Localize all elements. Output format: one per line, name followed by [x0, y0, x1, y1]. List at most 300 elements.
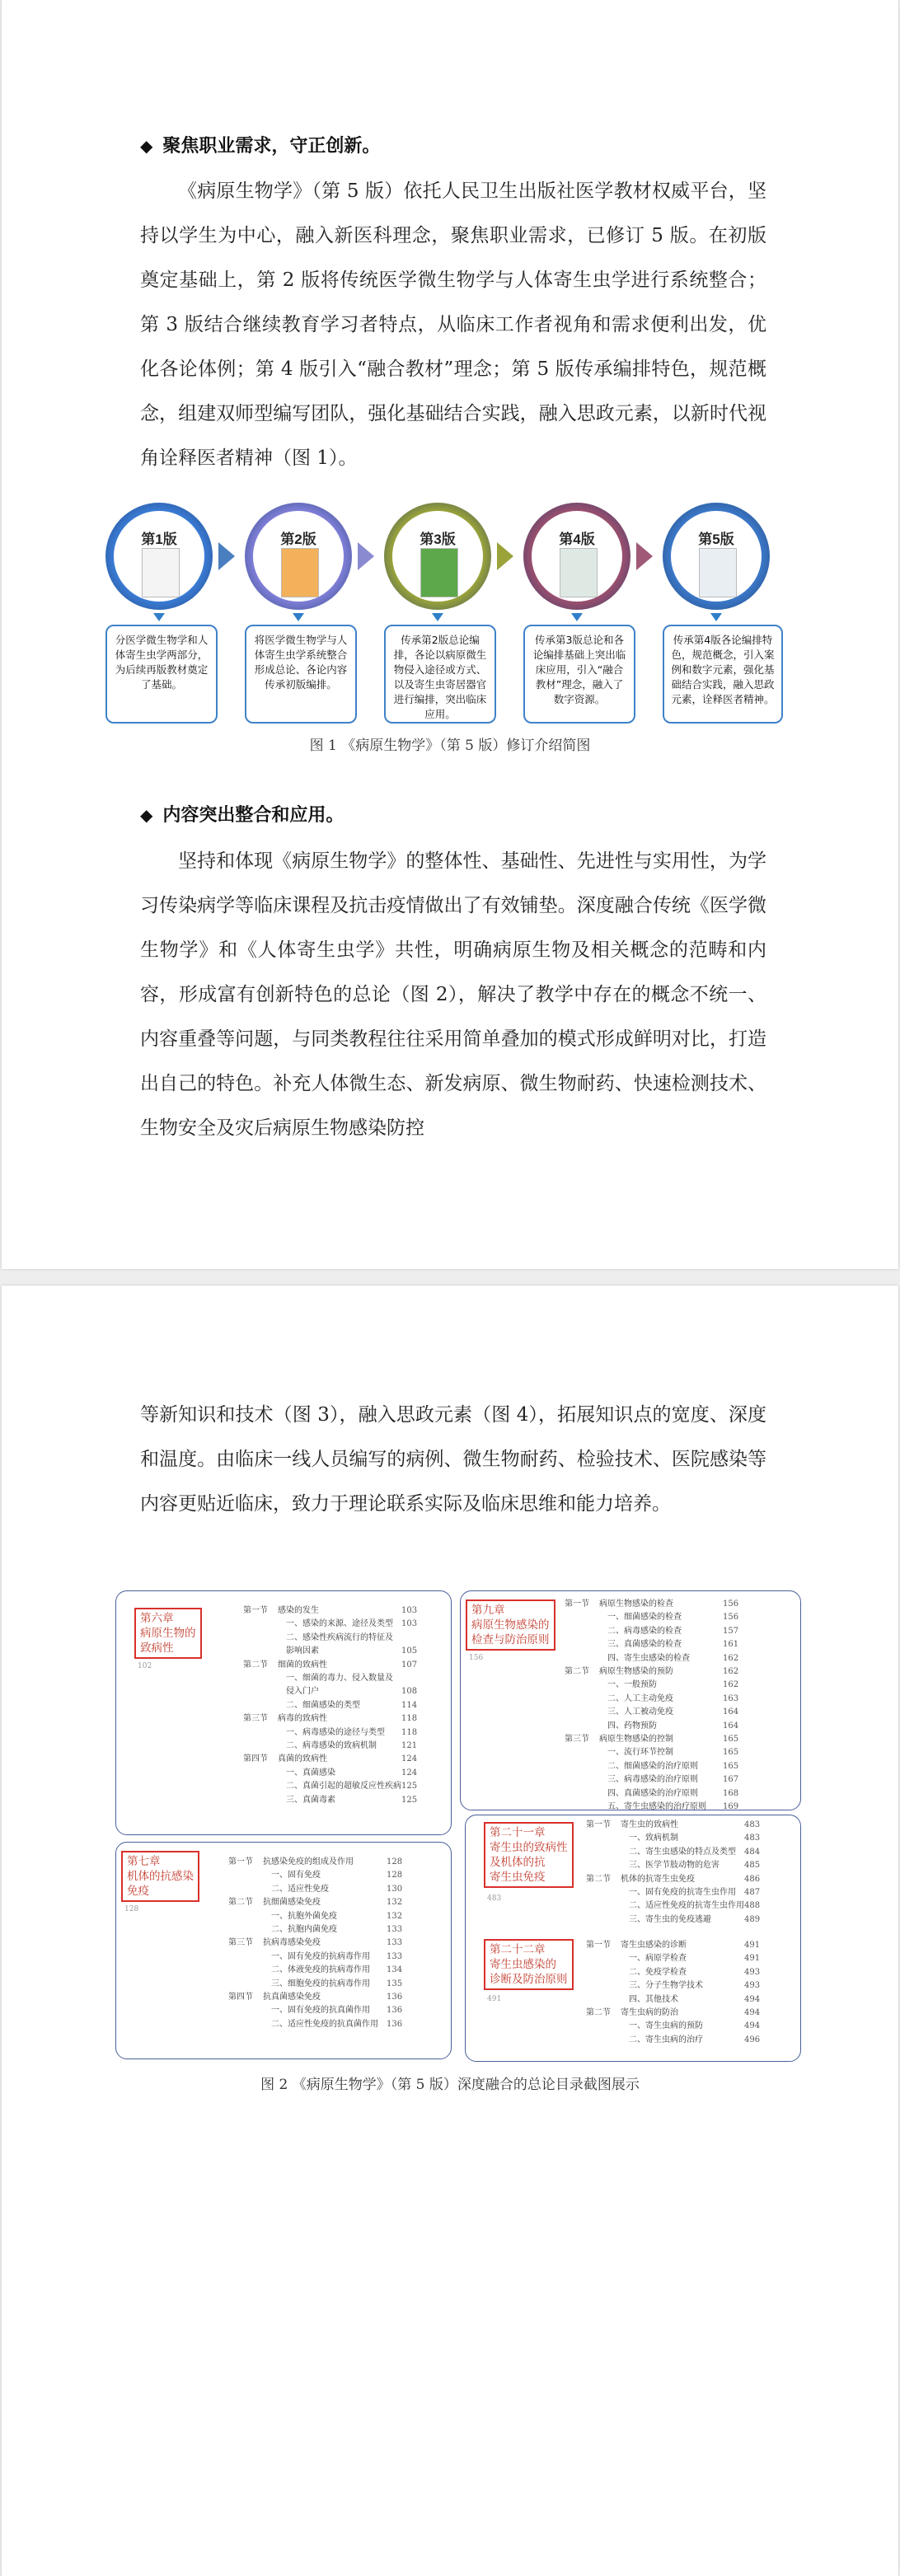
toc-entry-title: 四、药物预防 — [607, 1721, 657, 1731]
toc-section-number — [228, 1910, 263, 1923]
toc-section-number: 第一节 — [228, 1857, 253, 1866]
diamond-bullet-icon: ◆ — [140, 805, 153, 825]
toc-row — [565, 1665, 738, 1679]
chapter-title-box — [484, 1939, 574, 1990]
toc-entry-title: 二、抗胞内菌免疫 — [271, 1925, 337, 1935]
toc-section-number: 第三节 — [243, 1714, 268, 1724]
toc-entry-title: 感染的发生 — [278, 1606, 319, 1615]
toc-row — [243, 1632, 417, 1645]
toc-panel-chapter-6 — [115, 1590, 452, 1835]
toc-section-number: 第四节 — [243, 1754, 268, 1764]
edition-5-description: 传承第4版各论编排特色，规范概念，引入案例和数字元素，强化基础结合实践，融入思政元素，诠释医者精神。 — [663, 625, 783, 724]
toc-page-number: 125 — [401, 1795, 418, 1805]
chapter-title-line: 致病性 — [140, 1642, 174, 1655]
toc-section-number: 第二节 — [586, 1874, 611, 1884]
toc-entry-title: 机体的抗寄生虫免疫 — [621, 1874, 695, 1884]
toc-entry-title: 二、真菌引起的超敏反应性疾病 — [286, 1782, 401, 1791]
chapter-number: 第六章 — [140, 1612, 174, 1625]
toc-row — [228, 1964, 402, 1977]
chapter-title-line: 免疫 — [127, 1885, 149, 1898]
toc-page-number: 107 — [401, 1660, 418, 1670]
toc-page-number: 124 — [401, 1768, 418, 1777]
toc-section-number — [228, 1978, 263, 1991]
toc-section-number — [586, 1979, 621, 1993]
toc-section-number — [586, 1899, 621, 1913]
toc-section-number: 第二节 — [565, 1667, 589, 1677]
toc-entry-title: 抗感染免疫的组成及作用 — [263, 1857, 354, 1866]
toc-section-number — [228, 1869, 263, 1882]
toc-row — [565, 1625, 738, 1638]
chapter-number: 第二十二章 — [490, 1943, 546, 1956]
toc-page-number: 103 — [401, 1606, 418, 1615]
toc-section-number — [243, 1618, 278, 1631]
toc-page-number: 165 — [723, 1761, 739, 1771]
toc-entry-title: 二、适应性免疫的抗真菌作用 — [271, 2019, 378, 2029]
edition-5-circle — [663, 503, 770, 610]
toc-list — [228, 1856, 402, 2031]
toc-page-number: 484 — [744, 1847, 761, 1857]
page-number: 102 — [138, 1662, 152, 1670]
toc-section-number — [586, 2034, 621, 2047]
toc-entry-title: 二、细菌感染的类型 — [286, 1700, 360, 1710]
toc-entry-title: 三、细胞免疫的抗病毒作用 — [271, 1979, 370, 1988]
toc-row — [586, 1966, 760, 1979]
toc-page-number: 121 — [401, 1741, 418, 1751]
toc-entry-title: 抗病毒感染免疫 — [263, 1938, 321, 1948]
chapter-title-line: 寄生虫的致病性 — [490, 1841, 568, 1854]
toc-page-number: 130 — [387, 1884, 403, 1894]
toc-row — [228, 1910, 402, 1923]
toc-page-number: 162 — [723, 1680, 739, 1690]
toc-entry-title: 一、寄生虫病的预防 — [629, 2021, 703, 2031]
toc-page-number: 496 — [744, 2035, 761, 2044]
toc-page-number: 118 — [401, 1727, 418, 1737]
toc-list — [243, 1604, 417, 1807]
toc-section-number: 第一节 — [243, 1606, 268, 1615]
toc-row — [243, 1659, 417, 1672]
toc-section-number — [586, 1966, 621, 1979]
paragraph-1: 《病原生物学》（第 5 版）依托人民卫生出版社医学教材权威平台，坚持以学生为中心，融入新医科理念，聚焦职业需求，已修订 5 版。在初版奠定基础上，第 2 版将传统医学微生物学与人体寄生虫学进行系统整合；第 3 版结合继续教育学习者特点，从临床工作者视角和需求便利出发，优化各论体例；第 4 版引入“融合教材”理念；第 5 版传承编排特色，规范概念，组建双师型编写团队，强化基础结合实践，融入思政元素，以新时代视角诠释医者精神（图 1）。 — [140, 180, 766, 469]
toc-section-number — [565, 1679, 599, 1692]
toc-page-number: 161 — [723, 1640, 739, 1650]
toc-section-number — [243, 1726, 278, 1740]
toc-page-number: 132 — [387, 1911, 403, 1921]
toc-section-number — [586, 1993, 621, 2007]
toc-section-number — [565, 1720, 599, 1733]
toc-row — [228, 1856, 402, 1869]
toc-row — [586, 2007, 760, 2020]
toc-entry-title: 一、真菌感染 — [286, 1768, 335, 1777]
toc-page-number: 128 — [387, 1857, 403, 1866]
toc-page-number: 165 — [723, 1735, 739, 1745]
toc-section-number: 第三节 — [228, 1938, 253, 1948]
toc-entry-title: 一、一般预防 — [607, 1680, 657, 1690]
toc-row — [565, 1787, 738, 1801]
toc-page-number: 491 — [744, 1941, 761, 1950]
toc-page-number: 157 — [723, 1626, 739, 1636]
toc-row — [586, 1819, 760, 1832]
toc-entry-title: 二、免疫学检查 — [629, 1967, 687, 1977]
toc-list — [586, 1819, 760, 1927]
toc-page-number: 167 — [723, 1775, 739, 1785]
toc-entry-title: 三、医学节肢动物的危害 — [629, 1861, 720, 1871]
toc-page-number: 487 — [744, 1888, 761, 1898]
paragraph-2: 坚持和体现《病原生物学》的整体性、基础性、先进性与实用性，为学习传染病学等临床课程及抗击疫情做出了有效铺垫。深度融合传统《医学微生物学》和《人体寄生虫学》共性，明确病原生物及相关概念的范畴和内容，形成富有创新特色的总论（图 2），解决了教学中存在的概念不统一、内容重叠等问题，与同类教程往往采用简单叠加的模式形成鲜明对比，打造出自己的特色。补充人体微生态、新发病原、微生物耐药、快速检测技术、生物安全及灾后病原生物感染防控 — [140, 850, 766, 1139]
toc-page-number: 103 — [401, 1619, 418, 1629]
toc-row — [228, 1923, 402, 1937]
chapter-number: 第二十一章 — [490, 1826, 546, 1839]
toc-panel-chapters-21-22 — [465, 1815, 801, 2062]
toc-section-number — [243, 1699, 278, 1712]
toc-row — [565, 1679, 738, 1692]
chapter-title-line: 病原生物感染的 — [471, 1618, 550, 1632]
section-heading-1 — [140, 132, 380, 157]
toc-page-number: 156 — [723, 1599, 739, 1609]
diamond-bullet-icon: ◆ — [140, 136, 153, 156]
toc-entry-title: 三、分子生物学技术 — [629, 1981, 703, 1991]
edition-4-description: 传承第3版总论和各论编排基础上突出临床应用，引入“融合教材”理念，融入了数字资源。 — [523, 625, 635, 724]
toc-section-number — [228, 2018, 263, 2031]
toc-row — [243, 1753, 417, 1766]
edition-1-circle — [105, 503, 213, 610]
arrow-down-icon — [571, 613, 583, 621]
paragraph-3: 等新知识和技术（图 3），融入思政元素（图 4），拓展知识点的宽度、深度和温度。由临床一线人员编写的病例、微生物耐药、检验技术、医院感染等内容更贴近临床，致力于理论联系实际及临床思维和能力培养。 — [140, 1404, 766, 1515]
toc-row — [565, 1652, 738, 1665]
toc-entry-title: 侵入门户 — [286, 1687, 319, 1697]
toc-page-number: 493 — [744, 1967, 761, 1977]
chevron-right-icon — [358, 542, 374, 570]
toc-row — [586, 1939, 760, 1952]
toc-row — [586, 1873, 760, 1886]
toc-entry-title: 寄生虫感染的诊断 — [621, 1941, 687, 1950]
edition-3-description: 传承第2版总论编排，各论以病原微生物侵入途径或方式、以及寄生虫寄居器官进行编排，突出临床应用。 — [384, 625, 496, 724]
toc-section-number — [565, 1611, 599, 1624]
heading-text: 内容突出整合和应用。 — [162, 805, 345, 826]
toc-row — [228, 1978, 402, 1991]
edition-label: 第5版 — [698, 532, 734, 547]
chapter-title-line: 检查与防治原则 — [471, 1633, 550, 1646]
figure-2-caption: 图 2 《病原生物学》（第 5 版）深度融合的总论目录截图展示 — [260, 2077, 640, 2093]
chevron-right-icon — [218, 542, 235, 570]
edition-3-circle — [384, 503, 491, 610]
page-number: 128 — [124, 1905, 139, 1913]
toc-row — [586, 1859, 760, 1872]
toc-row — [565, 1706, 738, 1719]
toc-section-number — [565, 1706, 599, 1719]
book-cover-icon — [420, 548, 458, 597]
toc-section-number — [228, 1964, 263, 1977]
toc-row — [565, 1638, 738, 1651]
toc-section-number — [586, 1832, 621, 1845]
toc-page-number: 488 — [744, 1901, 761, 1911]
toc-page-number: 163 — [723, 1693, 739, 1703]
toc-entry-title: 一、固有免疫的抗寄生虫作用 — [629, 1888, 736, 1898]
edition-1-description: 分医学微生物学和人体寄生虫学两部分，为后续再版教材奠定了基础。 — [105, 625, 218, 724]
toc-page-number: 485 — [744, 1861, 761, 1871]
toc-section-number: 第四节 — [228, 1993, 253, 2002]
toc-row — [565, 1598, 738, 1611]
toc-entry-title: 寄生虫病的防治 — [621, 2008, 678, 2018]
chapter-number: 第七章 — [127, 1855, 161, 1868]
toc-row — [565, 1773, 738, 1787]
toc-page-number: 164 — [723, 1707, 739, 1717]
toc-entry-title: 一、细菌的毒力、侵入数量及 — [286, 1674, 393, 1684]
toc-section-number: 第二节 — [243, 1660, 268, 1670]
toc-section-number — [243, 1740, 278, 1753]
toc-list — [586, 1939, 760, 2047]
toc-entry-title: 二、人工主动免疫 — [607, 1693, 673, 1703]
toc-page-number: 114 — [401, 1700, 418, 1710]
toc-page-number: 134 — [387, 1965, 403, 1975]
toc-section-number: 第一节 — [586, 1820, 611, 1829]
toc-panel-chapter-7 — [115, 1842, 452, 2059]
toc-row — [586, 1993, 760, 2007]
document-page-2 — [2, 1286, 898, 2576]
page-number: 491 — [487, 1995, 502, 2003]
chapter-title-line: 机体的抗感染 — [127, 1870, 194, 1883]
toc-section-number — [586, 1913, 621, 1927]
toc-page-number: 162 — [723, 1667, 739, 1677]
toc-entry-title: 真菌的致病性 — [278, 1754, 327, 1764]
toc-row — [243, 1699, 417, 1712]
toc-entry-title: 寄生虫的致病性 — [621, 1820, 678, 1829]
toc-row — [228, 2004, 402, 2017]
chapter-title-box — [121, 1851, 199, 1902]
book-cover-icon — [281, 548, 319, 597]
edition-2-description: 将医学微生物学与人体寄生虫学系统整合形成总论、各论内容传承初版编排。 — [245, 625, 357, 724]
chapter-title-line: 寄生虫免疫 — [490, 1871, 546, 1884]
toc-page-number: 135 — [387, 1979, 403, 1988]
toc-row — [228, 1869, 402, 1882]
toc-section-number — [586, 1952, 621, 1965]
toc-entry-title: 四、其他技术 — [629, 1994, 678, 2004]
toc-entry-title: 三、真菌感染的检查 — [607, 1640, 682, 1650]
book-cover-icon — [699, 548, 737, 597]
toc-page-number: 162 — [723, 1653, 739, 1663]
toc-row — [243, 1618, 417, 1631]
toc-row — [243, 1794, 417, 1807]
chapter-title-line: 诊断及防治原则 — [490, 1973, 568, 1986]
toc-section-number: 第二节 — [228, 1898, 253, 1908]
toc-panel-chapter-9 — [460, 1590, 801, 1810]
toc-section-number — [228, 1883, 263, 1896]
page-number: 156 — [469, 1654, 484, 1662]
toc-page-number: 136 — [387, 2006, 403, 2016]
toc-entry-title: 细菌的致病性 — [278, 1660, 327, 1670]
toc-entry-title: 二、感染性疾病流行的特征及 — [286, 1632, 393, 1642]
toc-page-number: 133 — [387, 1951, 403, 1961]
toc-row — [565, 1733, 738, 1746]
toc-row — [586, 1913, 760, 1927]
toc-entry-title: 抗真菌感染免疫 — [263, 1993, 321, 2002]
toc-entry-title: 一、细菌感染的检查 — [607, 1613, 682, 1623]
toc-section-number — [243, 1672, 278, 1685]
section-heading-2 — [140, 801, 344, 827]
toc-section-number — [565, 1760, 599, 1773]
toc-row — [243, 1645, 417, 1658]
toc-section-number — [228, 1923, 263, 1937]
toc-entry-title: 一、固有免疫的抗病毒作用 — [271, 1951, 370, 1961]
toc-row — [243, 1604, 417, 1618]
toc-section-number: 第三节 — [565, 1735, 589, 1745]
toc-section-number — [243, 1780, 278, 1793]
toc-row — [565, 1746, 738, 1759]
chapter-number: 第九章 — [471, 1604, 505, 1617]
toc-entry-title: 二、细菌感染的治疗原则 — [607, 1761, 698, 1771]
chapter-title-box — [134, 1608, 202, 1659]
toc-row — [228, 1991, 402, 2004]
toc-page-number: 124 — [401, 1754, 418, 1764]
chevron-right-icon — [497, 542, 513, 570]
toc-row — [586, 2034, 760, 2047]
toc-row — [243, 1740, 417, 1753]
toc-page-number: 168 — [723, 1788, 739, 1798]
toc-section-number — [228, 1951, 263, 1964]
toc-entry-title: 三、寄生虫的免疫逃避 — [629, 1914, 711, 1924]
toc-row — [586, 1952, 760, 1965]
toc-entry-title: 三、真菌毒素 — [286, 1795, 335, 1805]
toc-section-number: 第一节 — [586, 1941, 611, 1950]
toc-entry-title: 二、适应性免疫 — [271, 1884, 329, 1894]
toc-row — [228, 1951, 402, 1964]
toc-entry-title: 一、感染的来源、途径及类型 — [286, 1619, 393, 1629]
toc-row — [243, 1780, 417, 1793]
toc-entry-title: 病毒的致病性 — [278, 1714, 327, 1724]
toc-row — [565, 1611, 738, 1624]
document-page-1 — [2, 0, 898, 1269]
toc-page-number: 486 — [744, 1874, 761, 1884]
toc-entry-title: 一、固有免疫的抗真菌作用 — [271, 2006, 370, 2016]
toc-row — [565, 1720, 738, 1733]
toc-section-number — [565, 1693, 599, 1706]
edition-2-circle — [245, 503, 352, 610]
toc-section-number — [565, 1801, 599, 1814]
page-number: 483 — [487, 1895, 502, 1903]
toc-row — [565, 1693, 738, 1706]
toc-page-number: 169 — [723, 1802, 739, 1812]
toc-section-number — [586, 1886, 621, 1899]
toc-row — [243, 1726, 417, 1740]
toc-entry-title: 二、病毒感染的致病机制 — [286, 1741, 377, 1751]
toc-page-number: 494 — [744, 2008, 761, 2018]
toc-entry-title: 四、寄生虫感染的检查 — [607, 1653, 690, 1663]
toc-row — [228, 1896, 402, 1909]
toc-page-number: 164 — [723, 1721, 739, 1731]
arrow-down-icon — [293, 613, 304, 621]
chapter-title-line: 病原生物的 — [140, 1627, 196, 1640]
toc-row — [586, 2020, 760, 2033]
edition-label: 第1版 — [141, 532, 177, 547]
toc-entry-title: 二、寄生虫感染的特点及类型 — [629, 1847, 736, 1857]
toc-entry-title: 二、体液免疫的抗病毒作用 — [271, 1965, 370, 1975]
toc-entry-title: 四、真菌感染的治疗原则 — [607, 1788, 698, 1798]
figure-1-caption: 图 1 《病原生物学》（第 5 版）修订介绍简图 — [309, 738, 591, 754]
toc-entry-title: 二、病毒感染的检查 — [607, 1626, 682, 1636]
toc-page-number: 491 — [744, 1954, 761, 1964]
toc-entry-title: 五、寄生虫感染的治疗原则 — [607, 1802, 706, 1812]
toc-section-number — [586, 1846, 621, 1859]
toc-entry-title: 影响因素 — [286, 1646, 319, 1656]
toc-page-number: 483 — [744, 1820, 761, 1829]
toc-entry-title: 一、固有免疫 — [271, 1871, 321, 1880]
chevron-right-icon — [636, 542, 653, 570]
toc-section-number: 第一节 — [565, 1599, 589, 1609]
arrow-down-icon — [432, 613, 443, 621]
toc-row — [586, 1846, 760, 1859]
toc-page-number: 105 — [401, 1646, 418, 1656]
toc-row — [243, 1767, 417, 1780]
edition-4-circle — [523, 503, 630, 610]
toc-section-number — [228, 2004, 263, 2017]
toc-row — [565, 1801, 738, 1814]
toc-entry-title: 一、流行环节控制 — [607, 1748, 673, 1758]
chapter-title-box — [466, 1599, 555, 1651]
toc-section-number — [586, 1859, 621, 1872]
toc-entry-title: 一、抗胞外菌免疫 — [271, 1911, 337, 1921]
toc-entry-title: 病原生物感染的检查 — [599, 1599, 673, 1609]
toc-entry-title: 一、病毒感染的途径与类型 — [286, 1727, 385, 1737]
toc-row — [228, 1883, 402, 1896]
toc-page-number: 493 — [744, 1981, 761, 1991]
toc-row — [586, 1832, 760, 1845]
toc-section-number — [565, 1652, 599, 1665]
toc-row — [586, 1979, 760, 1993]
toc-section-number — [586, 2020, 621, 2033]
arrow-down-icon — [153, 613, 165, 621]
toc-row — [586, 1886, 760, 1899]
toc-entry-title: 三、人工被动免疫 — [607, 1707, 673, 1717]
toc-page-number: 136 — [387, 1993, 403, 2002]
toc-section-number — [243, 1767, 278, 1780]
toc-page-number: 133 — [387, 1938, 403, 1948]
toc-row — [228, 2018, 402, 2031]
heading-text: 聚焦职业需求，守正创新。 — [162, 136, 381, 157]
toc-row — [243, 1685, 417, 1698]
toc-page-number: 494 — [744, 1994, 761, 2004]
toc-section-number — [243, 1632, 278, 1645]
toc-section-number — [243, 1645, 278, 1658]
toc-page-number: 125 — [401, 1782, 418, 1791]
toc-page-number: 108 — [401, 1687, 418, 1697]
toc-entry-title: 病原生物感染的预防 — [599, 1667, 673, 1677]
toc-page-number: 165 — [723, 1748, 739, 1758]
toc-entry-title: 病原生物感染的控制 — [599, 1735, 673, 1745]
toc-entry-title: 二、适应性免疫的抗寄生虫作用 — [629, 1901, 744, 1911]
edition-label: 第2版 — [280, 532, 316, 547]
chapter-title-line: 寄生虫感染的 — [490, 1958, 556, 1971]
toc-page-number: 136 — [387, 2019, 403, 2029]
toc-page-number: 132 — [387, 1898, 403, 1908]
toc-page-number: 128 — [387, 1871, 403, 1880]
toc-section-number — [565, 1773, 599, 1787]
toc-section-number — [243, 1794, 278, 1807]
toc-list — [565, 1598, 738, 1815]
book-cover-icon — [142, 548, 180, 597]
toc-section-number — [243, 1685, 278, 1698]
toc-entry-title: 三、病毒感染的治疗原则 — [607, 1775, 698, 1785]
toc-section-number — [565, 1787, 599, 1801]
toc-page-number: 156 — [723, 1613, 739, 1623]
toc-row — [565, 1760, 738, 1773]
arrow-down-icon — [710, 613, 722, 621]
toc-row — [586, 1899, 760, 1913]
toc-section-number — [565, 1625, 599, 1638]
toc-entry-title: 一、病原学检查 — [629, 1954, 687, 1964]
toc-section-number — [565, 1638, 599, 1651]
toc-section-number — [565, 1746, 599, 1759]
toc-entry-title: 二、寄生虫病的治疗 — [629, 2035, 703, 2044]
toc-entry-title: 一、致病机制 — [629, 1834, 678, 1843]
